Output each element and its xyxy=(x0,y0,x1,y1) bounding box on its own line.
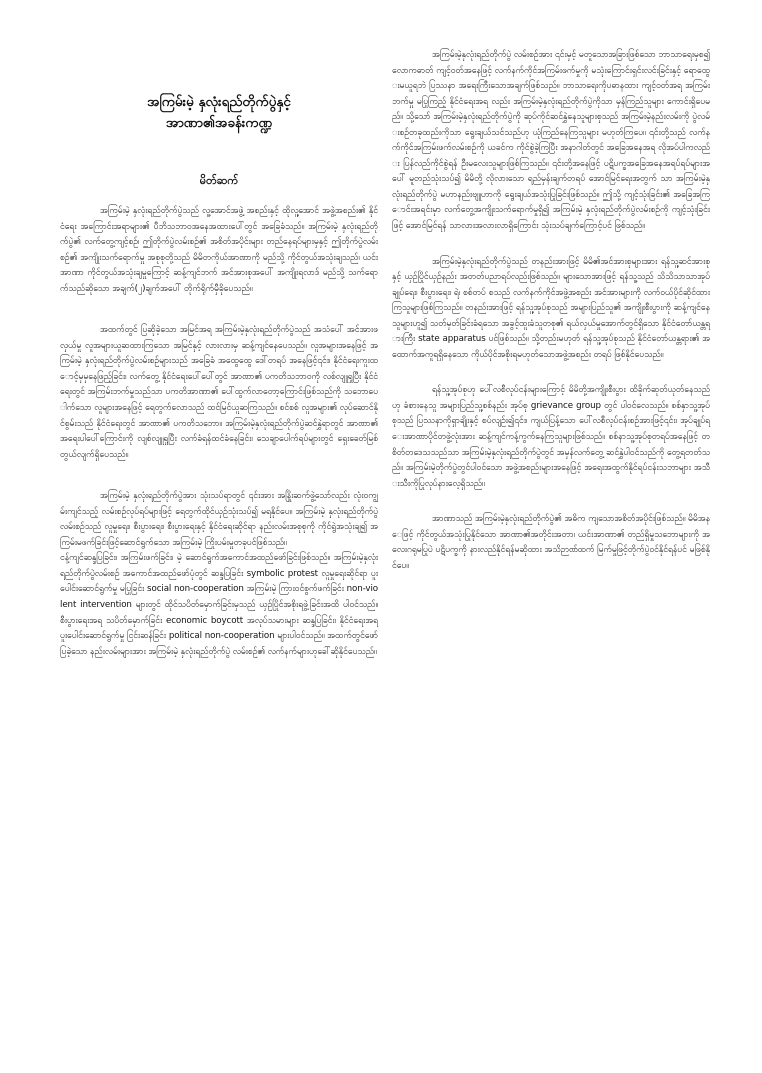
paragraph: အာဏာသည် အကြမ်းမဲ့နှလုံးရည်တိုက်ပွဲ၏ အဓိက ကျသောအစိတ်အပိုင်းဖြစ်သည်။ မိမိအနေဖြင့် ကိုင်တွယ်အသုံးပြုနိုင်သော အာဏာ၏အတိုင်းအတာ၊ ယင်းအာဏာ၏ တည်ရှိမှုသဘောများကို အလေးဂရုမပြုပဲ ပဋိပက္ခကို နားလည်နိုင်ရန်မဆိုထား အသိဉာဏ်ထက် မြက်မှုဖြင့်တိုက်ပွဲဝင်နိုင်ရန်ပင် မဖြစ်နိုင်ပေ။ xyxy=(392,514,710,571)
title-line-1: အကြမ်းမဲ့ နှလုံးရည်တိုက်ပွဲနှင့် xyxy=(147,94,291,110)
paragraph: ငန့်ကျင်ဆန္ဒပြခြင်း၊ အကြမ်းဖက်ခြင်း၊ မဲ့ ဆောင်ရွက်အကောင်အထည်ဖော်ခြင်းဖြစ်သည်။ အကြမ်းမဲ့နှလုံးရည်တိုက်ပွဲလမ်းစဉ် အကောင်အထည်ဖော်ပုံတွင် ဆန္ဒပြခြင်း symbolic protest လူမှုရေးဆိုင်ရာ ပူးပေါင်းဆောင်ရွက်မှု မပြုခြင်း social non-cooperation အကြမ်းမဲ့ ကြားဝင်စွက်ဖက်ခြင်း non-violent intervention များတွင် ထိုင်သပိတ်မှောက်ခြင်းမှသည် ယှဉ်ပြိုင်အစိုးရဖွဲ့ခြင်းအထိ ပါဝင်သည်။ စီးပွားရေးအရ သပိတ်မှောက်ခြင်း economic boycott အလုပ်သမားများ ဆန္ဒပြခြင်း၊ နိုင်ငံရေးအရ ပူးပေါင်းဆောင်ရွက်မှု ငြင်းဆန်ခြင်း political non-cooperation များပါဝင်သည်။ အထက်တွင်ဖော်ပြခဲ့သော နည်းလမ်းများအား အကြမ်းမဲ့ နှလုံးရည်တိုက်ပွဲ လမ်းစဉ်၏ လက်နက်များဟုခေါ်ဆိုနိုင်ပေသည်။ xyxy=(60,553,378,657)
right-column xyxy=(392,40,710,574)
paragraph: အကြမ်းမဲ့ နှလုံးရည်တိုက်ပွဲသည် လူ့အောင်အဖွဲ့ အစည်းနှင့် ထိုလူ့အောင် အဖွဲ့အစည်း၏ နိုင်ငံရေး အကြောင်းအရာများ၏ ပီဘိသဘာဝအနေအထားပေါ်တွင် အခြေခံသည်။ အကြမ်းမဲ့ နှလုံးရည်တိုက်ပွဲ၏ လက်တွေ့ကျင့်စဉ်၊ ဤတိုက်ပွဲလမ်းစဉ်၏ အစိတ်အပိုင်းများ တည်နေရပ်များမှနှင့် ဤတိုက်ပွဲလမ်းစဉ်၏ အကျိုးသက်ရောက်မှု အစုစုတို့သည် မိမိတကိုယ်အာဏာကို မည်သို့ ကိုင်တွယ်အသုံးချသည်၊ ယင်းအာဏာ ကိုင်တွယ်အသုံးချမှုကြောင့် ဆန့်ကျင်ဘက် အင်အားစုအပေါ် အကျိုးရလာဒ် မည်သို့ သက်ရောက်သည်ဆိုသော အချက်(၂)ချက်အပေါ် တိုက်ရိုက်မှီခိုပေသည်။ xyxy=(60,206,378,294)
left-column xyxy=(60,40,378,660)
title-line-2: အာဏာ၏အခန်းကဏ္ဍ xyxy=(165,115,273,131)
article-title xyxy=(60,92,378,134)
paragraph: အကြမ်းမဲ့နှလုံးရည်တိုက်ပွဲ လမ်းစဉ်အား ၎င်းမှင့် မတူသောအခြားဖြစ်သော ဘာသာရေးမှစ၍ လောကဓာတ် ကျင့်ဝတ်အနေဖြင့် လက်နက်ကိုင်အကြမ်းဖက်မှုကို မသုံးကြောင်းရှင်းလင်းခြင်းနှင့် ရောထွေးမယူရဘဲ ပြဿနာ အရေးကြီးသောအချက်ဖြစ်သည်။ ဘာသာရေးကိုပဓာနထား ကျင့်ဝတ်အရ အကြမ်းဘက်မှု မပြုကြည့် နိုင်ငံရေးအရ လည်း အကြမ်းမဲ့နှလုံးရည်တိုက်ပွဲကိုသာ မှန်ကြည်သူများ ကောင်းရှိပေမည်။ သို့သော် အကြမ်းမဲ့နှလုံးရည်တိုက်ပွဲကို ဆုပ်ကိုင်ဆင်နွှဲနေသူများစုသည် အကြမ်းမဲ့နည်းလမ်းကို ပွဲလမ်းစဉ်တခုထည်းကိုသာ ရွေးချယ်သင်သည်ဟု ယုံကြည်နေကြသူများ မဟုတ်ကြပေ။ ၎င်းတို့သည် လက်နက်ကိုင်အကြမ်းဖက်လမ်းစဉ်ကို ယခင်က ကိုင်စွဲခဲ့ကြပြီး အနာဂါတ်တွင် အခြေအနေအရ လိုအပ်ပါကလည်း ပြန်လည်ကိုင်စွဲရန် ဦးမလေးသူများဖြစ်ကြသည်။ ၎င်းတို့အနေဖြင့် ပဋိပက္ခအခြေအနေအရပ်ရပ်များအပေါ် မူတည်သုံးသပ်၍ မိမိတို့ လိုလားသော ရည်မှန်းချက်တရပ် အောင်မြင်ရေးအတွက် သာ အကြမ်းမဲ့နှလုံးရည်တိုက်ပွဲ မဟာနည်းဗျူဟာကို ရွေးချယ်အသုံးပြုခြင်းဖြစ်သည်။ ဤသို့ ကျင့်သုံးခြင်း၏ အခြေအကြောင်းအရင်းမှာ လက်တွေ့အကျိုးသက်ရောက်မှုရှိ၍ အကြမ်းမဲ့ နှလုံးရည်တိုက်ပွဲလမ်းစဉ်ကို ကျင့်သုံးခြင်းဖြင့် အောင်မြင်ရန် သာလားအလားလာရှိကြောင်း သုံးသပ်ချက်ကြောင့်ပင် ဖြစ်သည်။ xyxy=(392,50,710,232)
paragraph: အကြမ်းမဲ့နှလုံးရည်တိုက်ပွဲသည် တနည်းအားဖြင့် မိမိ၏အင်အားစုများအား ရန်သူ့ဆင်အားစုနှင့် ယှဉ်ပြိုင်ယှဉ်နည်း အတတ်ပညာရပ်လည်းဖြစ်သည်။ များသောအားဖြင့် ရန်သူ့သည် သိသိသာသာအုပ်ချုပ်ရေး၊ စီးပွားရေး၊ ရဲ၊ စစ်တပ် စသည် လက်နက်ကိုင်အဖွဲ့အစည်း အင်အားများကို လက်ဝယ်ပိုင်ဆိုင်ထားကြသူများဖြစ်ကြသည်။ တနည်းအားဖြင့် ရန်သူ့အုပ်စုသည် အများပြည်သူ၏ အကျိုးစီးပွားကို ဆန့်ကျင်နေသူများဟူ၍ သတ်မှတ်ခြင်းခံရသော အခွင့်ထူးခံသူတစု၏ ရယ်လှယ်မှုအောက်တွင်ရှိသော နိုင်ငံတော်ယန္တရားကြီး state apparatus ပင်ဖြစ်သည်။ သို့တည်းမဟုတ် ရန်သူ့အုပ်စုသည် နိုင်ငံတော်ယန္တရား၏ အထောက်အကူရရှိနေသော ကိုယ်ပိုင်အစိုးရမဟုတ်သောအဖွဲ့အစည်း တရပ် ဖြစ်နိုင်ပေသည်။ xyxy=(392,256,710,360)
paragraph: အထက်တွင် ပြဆိုခဲ့သော အမြင်အရ အကြမ်းမဲ့နှလုံးရည်တိုက်ပွဲသည် အသံပေါ် အင်အားဖလှယ်မှု လူအများယူဆထားကြသော အမြင်နှင့် လားလားမှ ဆန့်ကျင်နေပေသည်။ လူအများအနေဖြင့် အကြမ်းမဲ့ နှလုံးရည်တိုက်ပွဲလမ်းစဉ်များသည် အခြေခံ အထွေထွေ ဒေါ်တရပ် အနေဖြင့်၎င်း၊ နိုင်ငံရေးကူးထောင့်မှမှနေဖြည့်ခြင်း၊ လက်တွေ့ နိုင်ငံရေးပေါ်ပေါ်တွင် အာဏာ၏ ပကတိသဘာဝကို လစ်လျူရှုပြီး နိုင်ငံရေးတွင် အကြမ်းဘက်မှုသည်သာ ပကတိအာဏာ၏ ပေါ်ထွက်လာတော့ကြောင်းဖြစ်သည်ကို သဘောပေါက်သော လူများအနေဖြင့် ရေတွက်လောသည် ထင်မြင်ယူဆကြသည်။ စင်စစ် လူအများ၏ လုပ်ဆောင်နိုင်စွမ်းသည် နိုင်ငံရေးတွင် အာဏာ၏ ပကတိသဘော။ အကြမ်းမဲ့နှလုံးရည်တိုက်ပွဲဆင်နွှဲရာတွင် အာဏာ၏ အရေးပါပေါ်ကြောင်းကို လျစ်လျူရှုပြီး လက်ခံရန်ထင်ခံနေခြင်း၊ သေချာပေါက်ရပ်များတွင် ရှေးခေတ်မြစ်တွယ်လျက်ရှိပေသည်။ xyxy=(60,325,378,460)
paragraph: အကြမ်းမဲ့ နှလုံးရည်တိုက်ပွဲအား သုံးသပ်ရာတွင် ၎င်းအား အနြိုးဆက်ဖွဲ့သော်လည်း လုံးဝကျွမ်းကျင်သည့် လမ်းစဉ်လုပ်ရပ်များဖြင့် ရေတွက်ထိုင်ယှဉ်သုံးသပ်၍ မရနိုင်ပေ။ အကြမ်းမဲ့ နှလုံးရည်တိုက်ပွဲလမ်းစဉ်သည် လူမှုရေး၊ စီးပွားရေး၊ စီးပွားရေးနှင့် နိုင်ငံရေးဆိုင်ရာ နည်းလမ်းအစုစုကို ကိုင်ရွဲအသုံးချ၍ အကြမ်းမဖက်ခြင်းဖြင့်ဆောင်ရွက်သော အကြမ်းမဲ့ ကြိုးပမ်းမှုတခုပင်ဖြစ်သည်။ xyxy=(60,491,378,548)
paragraph: ရန်သူ့အုပ်စုဟု ပေါ်လစီလုပ်ငန်းများကြောင့် မိမိတို့အကျိုးစီးပွား ထိခိုက်ဆုတ်ယုတ်နေသည်ဟု ခံစားနေသူ အများပြည်သူ့စစ်နည်း အုပ်စု grievance group တွင် ပါဝင်လေသည်။ စစ်နှာသူ့အုပ်စုသည် ပြဿနာကိုရှာချိုးနှင့် စပ်လျဉ်း၍၎င်း၊ ကျယ်ပြန့်သော ပေါ်လစီလုပ်ငန်းစဉ်အားဖြင့်၎င်း၊ အုပ်ချုပ်ရေးအာဏာပိုင်တဖွဲ့လုံးအား ဆန့်ကျင်ကန့်ကွက်နေကြသူများဖြစ်သည်။ စစ်နာသူ့အုပ်စုတရပ်အနေဖြင့် တစိတ်တဒေသသည်သာ အကြမ်းမဲ့နှလုံးရည်တိုက်ပွဲတွင် အမှန်လက်တွေ့ ဆင်နွှဲပါဝင်သည်ကို တွေ့ရတတ်သည်။ အကြမ်းမဲ့တိုက်ပွဲတွင်ပါဝင်သော အဖွဲ့အစည်းများအနေဖြင့် အရေးအထွက်နိုင်ရပ်ငန်းသဘာများ အသီးသီးကိုပြုလုပ်နားလေ့ရှိသည်။ xyxy=(392,385,710,489)
article-author: မိတ်ဆက် xyxy=(199,174,239,187)
